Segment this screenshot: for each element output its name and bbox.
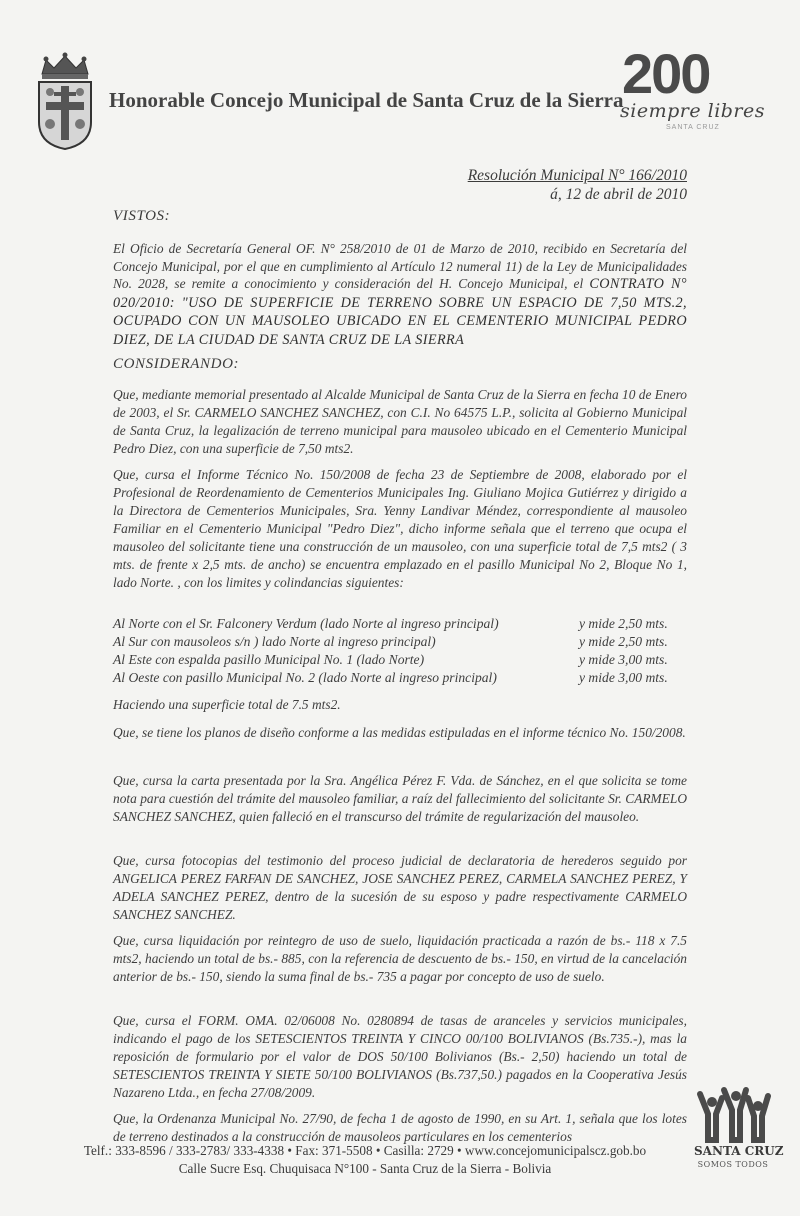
boundary-measure: y mide 2,50 mts.	[579, 616, 668, 631]
santa-cruz-people-logo-icon	[694, 1084, 772, 1144]
boundary-row	[113, 669, 693, 687]
santa-cruz-logo	[694, 1084, 784, 1178]
considerando-paragraph-8: Que, cursa el FORM. OMA. 02/06008 No. 0280894 de tasas de aranceles y servicios municipales, indicando el pago de los SETESCIENTOS TREINTA Y CINCO 00/100 BOLIVIANOS (Bs.735.-), mas la reposición de formulario por el valor de DOS 50/100 Bolivianos (Bs.- 2,50) haciendo un total de SETESCIENTOS TREINTA Y SIETE 50/100 BOLIVIANOS (Bs.737,50.) pagados en la Cooperativa Jesús Nazareno Ltda., en fecha 27/08/2009.	[113, 1013, 687, 1100]
vistos-text: El Oficio de Secretaría General OF. N° 258/2010 de 01 de Marzo de 2010, recibido en Secretaría del Concejo Municipal, por el que en cumplimiento al Artículo 12 numeral 11) de la Ley de Municipalidades No. 2028, se remite a conocimiento y consideración del H. Concejo Municipal, el	[113, 241, 687, 291]
considerando-paragraph-2: Que, cursa el Informe Técnico No. 150/2008 de fecha 23 de Septiembre de 2008, elaborado por el Profesional de Reordenamiento de Cementerios Municipales Ing. Giuliano Mojica Gutiérrez y dirigido a la Directora de Cementerios Municipales, Sra. Yenny Landivar Méndez, correspondiente al mausoleo Familiar en el Cementerio Municipal "Pedro Diez", dicho informe señala que el terreno que ocupa el mausoleo del solicitante tiene una construcción de un mausoleo, con una superficie total de 7,5 mts2 ( 3 mts. de frente x 2,5 mts. de ancho) se encuentra emplazado en el pasillo Municipal No 2, Bloque No 1, lado Norte. , con los limites y colindancias siguientes:	[113, 467, 687, 590]
boundaries-list	[113, 615, 693, 687]
considerando-paragraph-1: Que, mediante memorial presentado al Alcalde Municipal de Santa Cruz de la Sierra en fecha 10 de Enero de 2003, el Sr. CARMELO SANCHEZ SANCHEZ, con C.I. No 64575 L.P., solicita al Gobierno Municipal de Santa Cruz, la legalización de terreno municipal para mausoleo ubicado en el Cementerio Municipal Pedro Diez, con una superficie de 7,50 mts2.	[113, 387, 687, 456]
boundary-measure: y mide 2,50 mts.	[579, 634, 668, 649]
considerando-paragraph-4: Que, se tiene los planos de diseño conforme a las medidas estipuladas en el informe técnico No. 150/2008.	[113, 725, 686, 740]
resolution-date: á, 12 de abril de 2010	[550, 186, 687, 203]
bicentenary-number: 200	[622, 42, 710, 105]
footer-address: Calle Sucre Esq. Chuquisaca N°100 - Santa Cruz de la Sierra - Bolivia	[178, 1161, 552, 1176]
considerando-paragraph-7: Que, cursa liquidación por reintegro de uso de suelo, liquidación practicada a razón de bs.- 118 x 7.5 mts2, haciendo un total de bs.- 885, con la referencia de descuento de bs.- 150, en virtud de la cancelación anterior de bs.- 150, siendo la suma final de bs.- 735 a pagar por concepto de uso de suelo.	[113, 933, 687, 984]
bicentenary-sub: SANTA CRUZ	[666, 124, 720, 131]
bicentenary-logo	[618, 42, 766, 136]
considerando-paragraph-3: Haciendo una superficie total de 7.5 mts2.	[113, 697, 341, 712]
bicentenary-script: siempre libres	[620, 100, 766, 122]
council-name: Honorable Concejo Municipal de Santa Cruz de la Sierra	[109, 88, 624, 112]
boundary-measure: y mide 3,00 mts.	[579, 670, 668, 685]
boundary-row	[113, 651, 693, 669]
boundary-text: Al Sur con mausoleos s/n ) lado Norte al ingreso principal)	[113, 634, 436, 649]
considerando-title: CONSIDERANDO:	[113, 356, 240, 372]
boundary-measure: y mide 3,00 mts.	[579, 652, 668, 667]
santa-cruz-logo-title: SANTA CRUZ	[694, 1144, 784, 1158]
boundary-row	[113, 633, 693, 651]
considerando-paragraph-9: Que, la Ordenanza Municipal No. 27/90, de fecha 1 de agosto de 1990, en su Art. 1, señala que los lotes de terreno destinados a la construcción de mausoleos particulares en los cementerios	[113, 1111, 687, 1144]
santa-cruz-logo-subtitle: SOMOS TODOS	[697, 1160, 769, 1169]
vistos-title: VISTOS:	[113, 208, 171, 224]
footer-contact: Telf.: 333-8596 / 333-2783/ 333-4338 • Fax: 371-5508 • Casilla: 2729 • www.concejomunicipalscz.gob.bo	[83, 1143, 647, 1158]
boundary-row	[113, 615, 693, 633]
contract-title: CONTRATO N° 020/2010: "USO DE SUPERFICIE DE TERRENO SOBRE UN ESPACIO DE 7,50 MTS.2, OCUPADO CON UN MAUSOLEO UBICADO EN EL CEMENTERIO MUNICIPAL PEDRO DIEZ, DE LA CIUDAD DE SANTA CRUZ DE LA SIERRA	[113, 276, 687, 348]
vistos-paragraph	[113, 240, 687, 349]
coat-of-arms-icon	[34, 52, 96, 152]
considerando-paragraph-5: Que, cursa la carta presentada por la Sra. Angélica Pérez F. Vda. de Sánchez, en el que solicita se tome nota para cuestión del trámite del mausoleo familiar, a raíz del fallecimiento del solicitante Sr. CARMELO SANCHEZ SANCHEZ, quien falleció en el transcurso del trámite de regularización del mausoleo.	[113, 773, 687, 824]
boundary-text: Al Este con espalda pasillo Municipal No. 1 (lado Norte)	[113, 652, 425, 667]
resolution-number: Resolución Municipal N° 166/2010	[467, 167, 687, 184]
considerando-paragraph-6: Que, cursa fotocopias del testimonio del proceso judicial de declaratoria de herederos seguido por ANGELICA PEREZ FARFAN DE SANCHEZ, JOSE SANCHEZ PEREZ, CARMELA SANCHEZ PEREZ, Y ADELA SANCHEZ PEREZ, dentro de la sucesión de su esposo y padre respectivamente CARMELO SANCHEZ SANCHEZ.	[113, 853, 687, 922]
boundary-text: Al Norte con el Sr. Falconery Verdum (lado Norte al ingreso principal)	[113, 616, 499, 631]
resolution-header	[468, 166, 687, 204]
boundary-text: Al Oeste con pasillo Municipal No. 2 (lado Norte al ingreso principal)	[113, 670, 497, 685]
